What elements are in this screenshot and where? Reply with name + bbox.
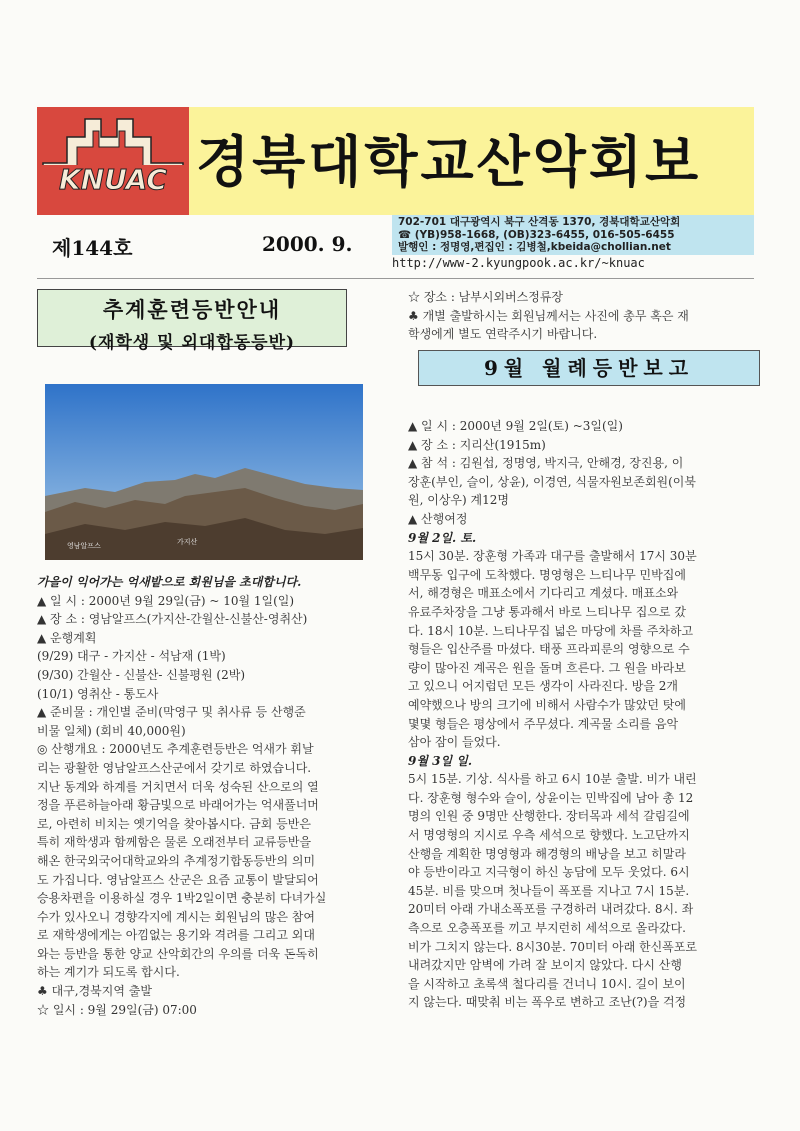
report-text: 삼아 잠이 들었다. [408,735,501,750]
overview-text: 리는 광활한 영남알프스산군에서 갖기로 하였습니다. [37,760,312,775]
report-attendees: ▲ 참 석 : 김원섭, 정명영, 박지극, 안해경, 장진용, 이 [408,456,684,471]
departure-time: ☆ 일시 : 9월 29일(금) 07:00 [37,1002,197,1017]
report-text: 5시 15분. 기상. 식사를 하고 6시 10분 출발. 비가 내린 [408,772,697,787]
plan-day2: (9/30) 간월산 - 신불산- 신불평원 (2박) [37,667,246,682]
overview-text: ◎ 산행개요 : 2000년도 추계훈련등반은 억새가 휘날 [37,742,314,757]
issue-number: 제144호 [52,236,133,260]
overview-text: 와는 등반을 통한 양교 산악회간의 우의를 더욱 돈독히 [37,946,319,961]
supplies-line: ▲ 준비물 : 개인별 준비(막영구 및 취사류 등 산행준 [37,705,306,720]
plan-day3: (10/1) 영취산 - 통도사 [37,686,159,701]
report-text: 몇몇 형들은 평상에서 주무셨다. 계곡물 소리를 음악 [408,716,679,731]
overview-text: 하는 계기가 되도록 합시다. [37,965,180,980]
website-link[interactable]: http://www-2.kyungpook.ac.kr/~knuac [392,256,645,270]
report-text: 서 명영형의 지시로 우측 세석으로 향했다. 노고단까지 [408,828,690,843]
training-title: 추계훈련등반안내 [102,297,282,322]
overview-text: 정을 푸른하늘아래 황금빛으로 바래어가는 억새풀너머 [37,798,319,813]
phone-line: ☎ (YB)958-1668, (OB)323-6455, 016-505-6455 [398,228,675,241]
plan-day1: (9/29) 대구 - 가지산 - 석남재 (1박) [37,649,226,664]
report-text: 비가 그치지 않는다. 8시30분. 70미터 아래 한신폭포로 [408,939,697,954]
report-place: ▲ 장 소 : 지리산(1915m) [408,437,546,452]
address-line: 702-701 대구광역시 북구 산격동 1370, 경북대학교산악회 [398,216,681,228]
individual-note: ♣ 개별 출발하시는 회원님께서는 사진에 총무 혹은 재 [408,308,689,323]
contact-info [392,215,754,255]
newsletter-title: 경북대학교산악회보 [196,130,702,194]
overview-text: 로 재학생에게는 아낌없는 용기와 격려를 그리고 외대 [37,928,315,943]
report-text: 을 시작하고 초록색 철다리를 건너니 10시. 길이 보이 [408,976,686,991]
report-attendees: 장훈(부인, 슬이, 상윤), 이경연, 식물자원보존회원(이북 [408,474,696,489]
header-divider [37,278,754,279]
departure-heading: ♣ 대구,경북지역 출발 [37,984,152,999]
photo-label-left: 영남알프스 [67,542,101,550]
overview-text: 승용차편을 이용하실 경우 1박2일이면 충분히 다녀가실 [37,891,327,906]
report-text: 형들은 입산주를 마셨다. 태풍 프라피룬의 영향으로 수 [408,642,690,657]
mountain-photo [45,384,363,560]
overview-text: 수가 있사오니 경향각지에 계시는 회원님의 많은 참여 [37,909,315,924]
date-line: ▲ 일 시 : 2000년 9월 29일(금) ~ 10월 1일(일) [37,593,295,608]
report-text: 백무동 입구에 도착했다. 명영형은 느티나무 민박집에 [408,567,686,582]
place-line: ▲ 장 소 : 영남알프스(가지산-간월산-신불산-영취산) [37,612,308,627]
report-text: 고 있으니 어지럽던 모든 생각이 사라진다. 방을 2개 [408,679,678,694]
publisher-line: 발행인 : 정명영,편집인 : 김병철,kbeida@chollian.net [398,241,671,253]
report-text: 서, 해경형은 매표소에서 기다리고 계셨다. 매표소와 [408,586,679,601]
overview-text: 지난 동계와 하계를 거치면서 더욱 성숙된 산으로의 열 [37,779,319,794]
report-text: 다. 장훈형 형수와 슬이, 상윤이는 민박집에 남아 총 12 [408,790,694,805]
report-text: 지 않는다. 때맞춰 비는 폭우로 변하고 조난(?)을 걱정 [408,995,687,1010]
photo-label-right: 가지산 [177,538,198,546]
plan-heading: ▲ 운행계획 [37,630,97,645]
report-text: 량이 많아진 계곡은 원을 돌며 흐른다. 그 원을 바라보 [408,660,686,675]
day1-heading: 9월 2일. 토. [408,530,477,545]
supplies-line: 비물 일체) (회비 40,000원) [37,723,186,738]
departure-info [408,288,756,344]
monthly-report-title: 9월 월례등반보고 [418,350,760,386]
logo-text: KNUAC [59,163,167,196]
report-date: ▲ 일 시 : 2000년 9월 2일(토) ~3일(일) [408,419,623,433]
overview-text: 로, 아련히 비치는 옛기억을 찾아봅시다. 금회 등반은 [37,816,311,831]
report-text: 내려갔지만 암벽에 가려 잘 보이지 않았다. 다시 산행 [408,958,682,973]
report-text: 산행을 계획한 명영형과 해경형의 배낭을 보고 히말라 [408,846,686,861]
overview-text: 해온 한국외국어대학교와의 추계정기합동등반의 의미 [37,853,316,868]
monthly-report-body [408,417,756,1012]
report-text: 15시 30분. 장훈형 가족과 대구를 출발해서 17시 30분 [408,549,697,564]
knuac-logo [37,107,189,215]
invitation-line: 가을이 익어가는 억새밭으로 회원님을 초대합니다. [37,575,302,589]
report-text: 야 등반이라고 지극형이 하신 농담에 모두 웃었다. 6시 [408,865,690,880]
report-text: 명의 인원 중 9명만 산행한다. 장터목과 세석 갈림길에 [408,809,690,824]
report-text: 예약했으나 방의 크기에 비해서 사람수가 많았던 탓에 [408,697,686,712]
report-text: 20미터 아래 가내소폭포를 구경하러 내려갔다. 8시. 좌 [408,902,694,917]
departure-place: ☆ 장소 : 남부시외버스정류장 [408,290,563,304]
training-subtitle: (재학생 및 외대합동등반) [88,333,296,353]
day2-heading: 9월 3일 일. [408,753,473,768]
report-text: 다. 18시 10분. 느티나무집 넓은 마당에 차를 주차하고 [408,623,694,638]
report-attendees: 원, 이상우) 계12명 [408,493,509,508]
overview-text: 특히 재학생과 함께함은 물론 오래전부터 교류등반을 [37,835,312,850]
itinerary-heading: ▲ 산행여정 [408,511,468,526]
report-text: 유료주차장을 그냥 통과해서 바로 느티나무 집으로 갔 [408,604,686,619]
training-details [37,573,363,1019]
individual-note: 학생에게 별도 연락주시기 바랍니다. [408,327,598,342]
training-announcement-box [37,289,347,353]
issue-date: 2000. 9. [262,232,353,256]
report-text: 측으로 오층폭포를 끼고 부지런히 세석으로 올라갔다. [408,921,686,936]
report-text: 45분. 비를 맞으며 첫나들이 폭포를 지나고 7시 15분. [408,883,690,898]
overview-text: 도 가집니다. 영남알프스 산군은 요즘 교통이 발달되어 [37,872,319,887]
